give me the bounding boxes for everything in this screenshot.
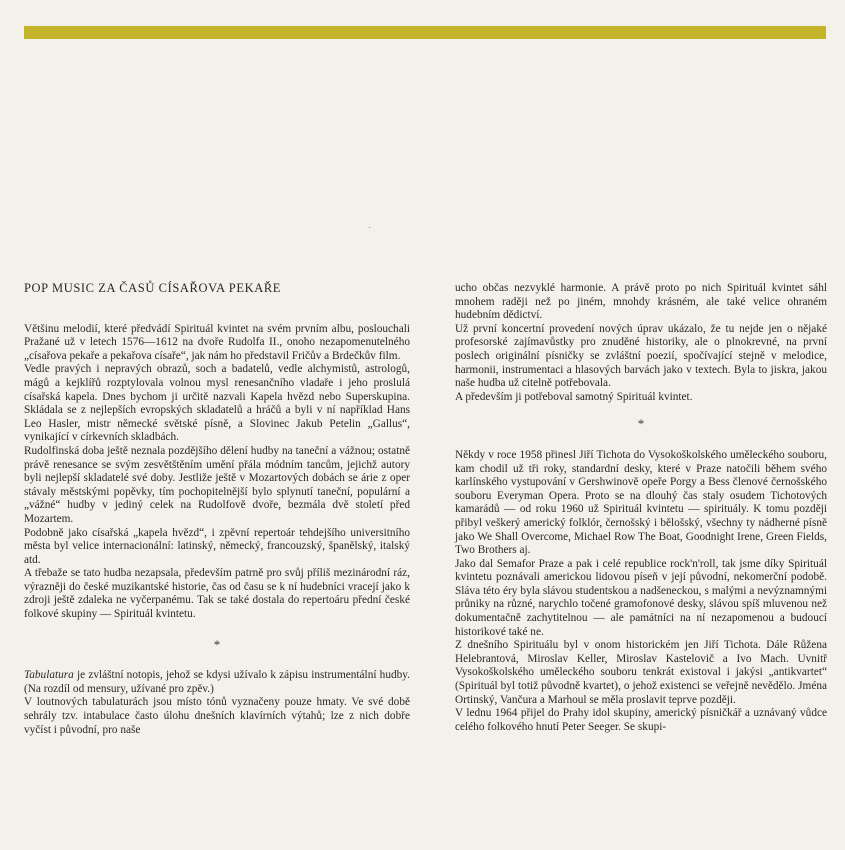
section-divider-star: * — [213, 636, 221, 652]
paragraph-tabulatura — [24, 669, 410, 696]
paragraph: Z dnešního Spirituálu byl v onom historickém jen Jiří Tichota. Dále Růžena Helebrantová, Miroslav Keller, Miroslav Kastelovič a Ivo Mach. Uvnitř Vysokoškolského uměleckého souboru tenkrát existoval i jakýsi „antikvartet“ (Spirituál byl totiž původně kvartet), o jehož existenci se veřejně nevědělo. Jména Ortinský, Vančura a Marhoul se měla proslavit teprve později. — [455, 639, 827, 706]
term-tabulatura: Tabulatura — [24, 669, 74, 682]
article-heading: POP MUSIC ZA ČASŮ CÍSAŘOVA PEKAŘE — [24, 281, 282, 295]
paragraph: Jako dal Semafor Praze a pak i celé republice rock'n'roll, tak jsme díky Spirituál kvintetu poznávali americkou lidovou píseň v její původní, nekomerční podobě. Sláva této éry byla slávou studentskou a nadšeneckou, s malými a nevýznamnými průniky na různé, narychlo točené gramofonové desky, slávou spíš mluvenou než dokumentačně zachytitelnou — ale památníci na ní nezapomenou a budoucí historikové také ne. — [455, 557, 827, 638]
paragraph: A třebaže se tato hudba nezapsala, především patrně pro svůj příliš mezinárodní ráz, výrazněji do české muzikantské historie, čas od času se k ní hudebníci vracejí jako k zdroji ještě zdaleka ne vyčerpanému. Tak se také dostala do repertoáru přední české folkové skupiny — Spirituál kvintetu. — [24, 567, 410, 621]
paragraph: Vedle pravých i nepravých obrazů, soch a badatelů, vedle alchymistů, astrologů, mágů a kejklířů rozptylovala volnou mysl renesančního vladaře i jeho proslulá císařská kapela. Dnes bychom ji určitě nazvali Kapela hvězd nebo Superskupina. Skládala se z nejlepších evropských skladatelů a hráčů a byli v ní například Hans Leo Hasler, mistr německé světské písně, a Slovinec Jakub Petelin „Gallus“, vynikající v církevních skladbách. — [24, 363, 410, 444]
paragraph: Podobně jako císařská „kapela hvězd“, i zpěvní repertoár tehdejšího universitního města byl velice internacionální: latinský, německý, francouzský, španělský, italský atd. — [24, 526, 410, 566]
tabulatura-definition: je zvláštní notopis, jehož se kdysi užívalo k zápisu instrumentální hudby. (Na rozdíl od mensury, užívané pro zpěv.) — [24, 669, 410, 695]
top-color-bar — [24, 26, 826, 39]
paragraph: Už první koncertní provedení nových úprav ukázalo, že tu nejde jen o nějaké profesorské zajímavůstky pro znuděné historiky, ale o plnokrevné, na první poslech originální písničky se zvláštní poezií, spočívající stejně v melodice, harmonii, instrumentaci a hlasových barvách jako v textech. Byla to jiskra, jakou naše hudba už citelně potřebovala. — [455, 322, 827, 390]
center-dot-mark: · — [368, 223, 372, 234]
paragraph: V lednu 1964 přijel do Prahy idol skupiny, americký písničkář a uznávaný vůdce celého folkového hnutí Peter Seeger. Se skupi- — [455, 707, 827, 733]
paragraph: ucho občas nezvyklé harmonie. A právě proto po nich Spirituál kvintet sáhl mnohem raději než po jiném, mnohdy krásném, ale také velice ohraném hudebním dědictví. — [455, 282, 827, 322]
paragraph: Většinu melodií, které předvádí Spirituál kvintet na svém prvním albu, poslouchali Pražané už v letech 1576—1612 na dvoře Rudolfa II., onoho nezapomenutelného „císařova pekaře a pekařova císaře“, jak nám ho představil Fričův a Brdečkův film. — [24, 322, 410, 362]
paragraph: A především ji potřeboval samotný Spirituál kvintet. — [455, 390, 693, 403]
paragraph: Někdy v roce 1958 přinesl Jiří Tichota do Vysokoškolského uměleckého souboru, kam chodil už tři roky, standardní desky, které v Praze natočili během svého karlínského vystupování v Gershwinově opeře Porgy a Bess členové černošského souboru Everyman Opera. Proto se na dlouhý čas staly osudem Tichotových kamarádů — od roku 1960 už Spirituál kvintetu — spirituály. K tomu později přibyl veškerý americký folklór, černošský i bělošský, všechny ty nádherné písně jako We Shall Overcome, Michael Row The Boat, Goodnight Irene, Green Fields, Two Brothers aj. — [455, 448, 827, 557]
left-column — [24, 282, 410, 737]
paragraph: Rudolfinská doba ještě neznala pozdějšího dělení hudby na taneční a vážnou; ostatně právě renesance se svým zesvětštěním umění přála módním tancům, jejichž autory byli nejlepší skladatelé své doby. Jestliže ještě v Mozartových dobách se árie z oper stávaly městskými popěvky, tím pochopitelnější bylo splynutí taneční, populární a „vážné“ hudby v jediný celek na Rudolfově dvoře, bezmála dvě století před Mozartem. — [24, 444, 410, 525]
section-divider-star: * — [637, 416, 645, 432]
right-column — [455, 282, 827, 734]
paragraph: V loutnových tabulaturách jsou místo tónů vyznačeny pouze hmaty. Ve své době sehrály tzv. intabulace často úlohu dnešních klavírních výtahů; lze z nich dobře vyčíst i původní, pro naše — [24, 696, 410, 736]
